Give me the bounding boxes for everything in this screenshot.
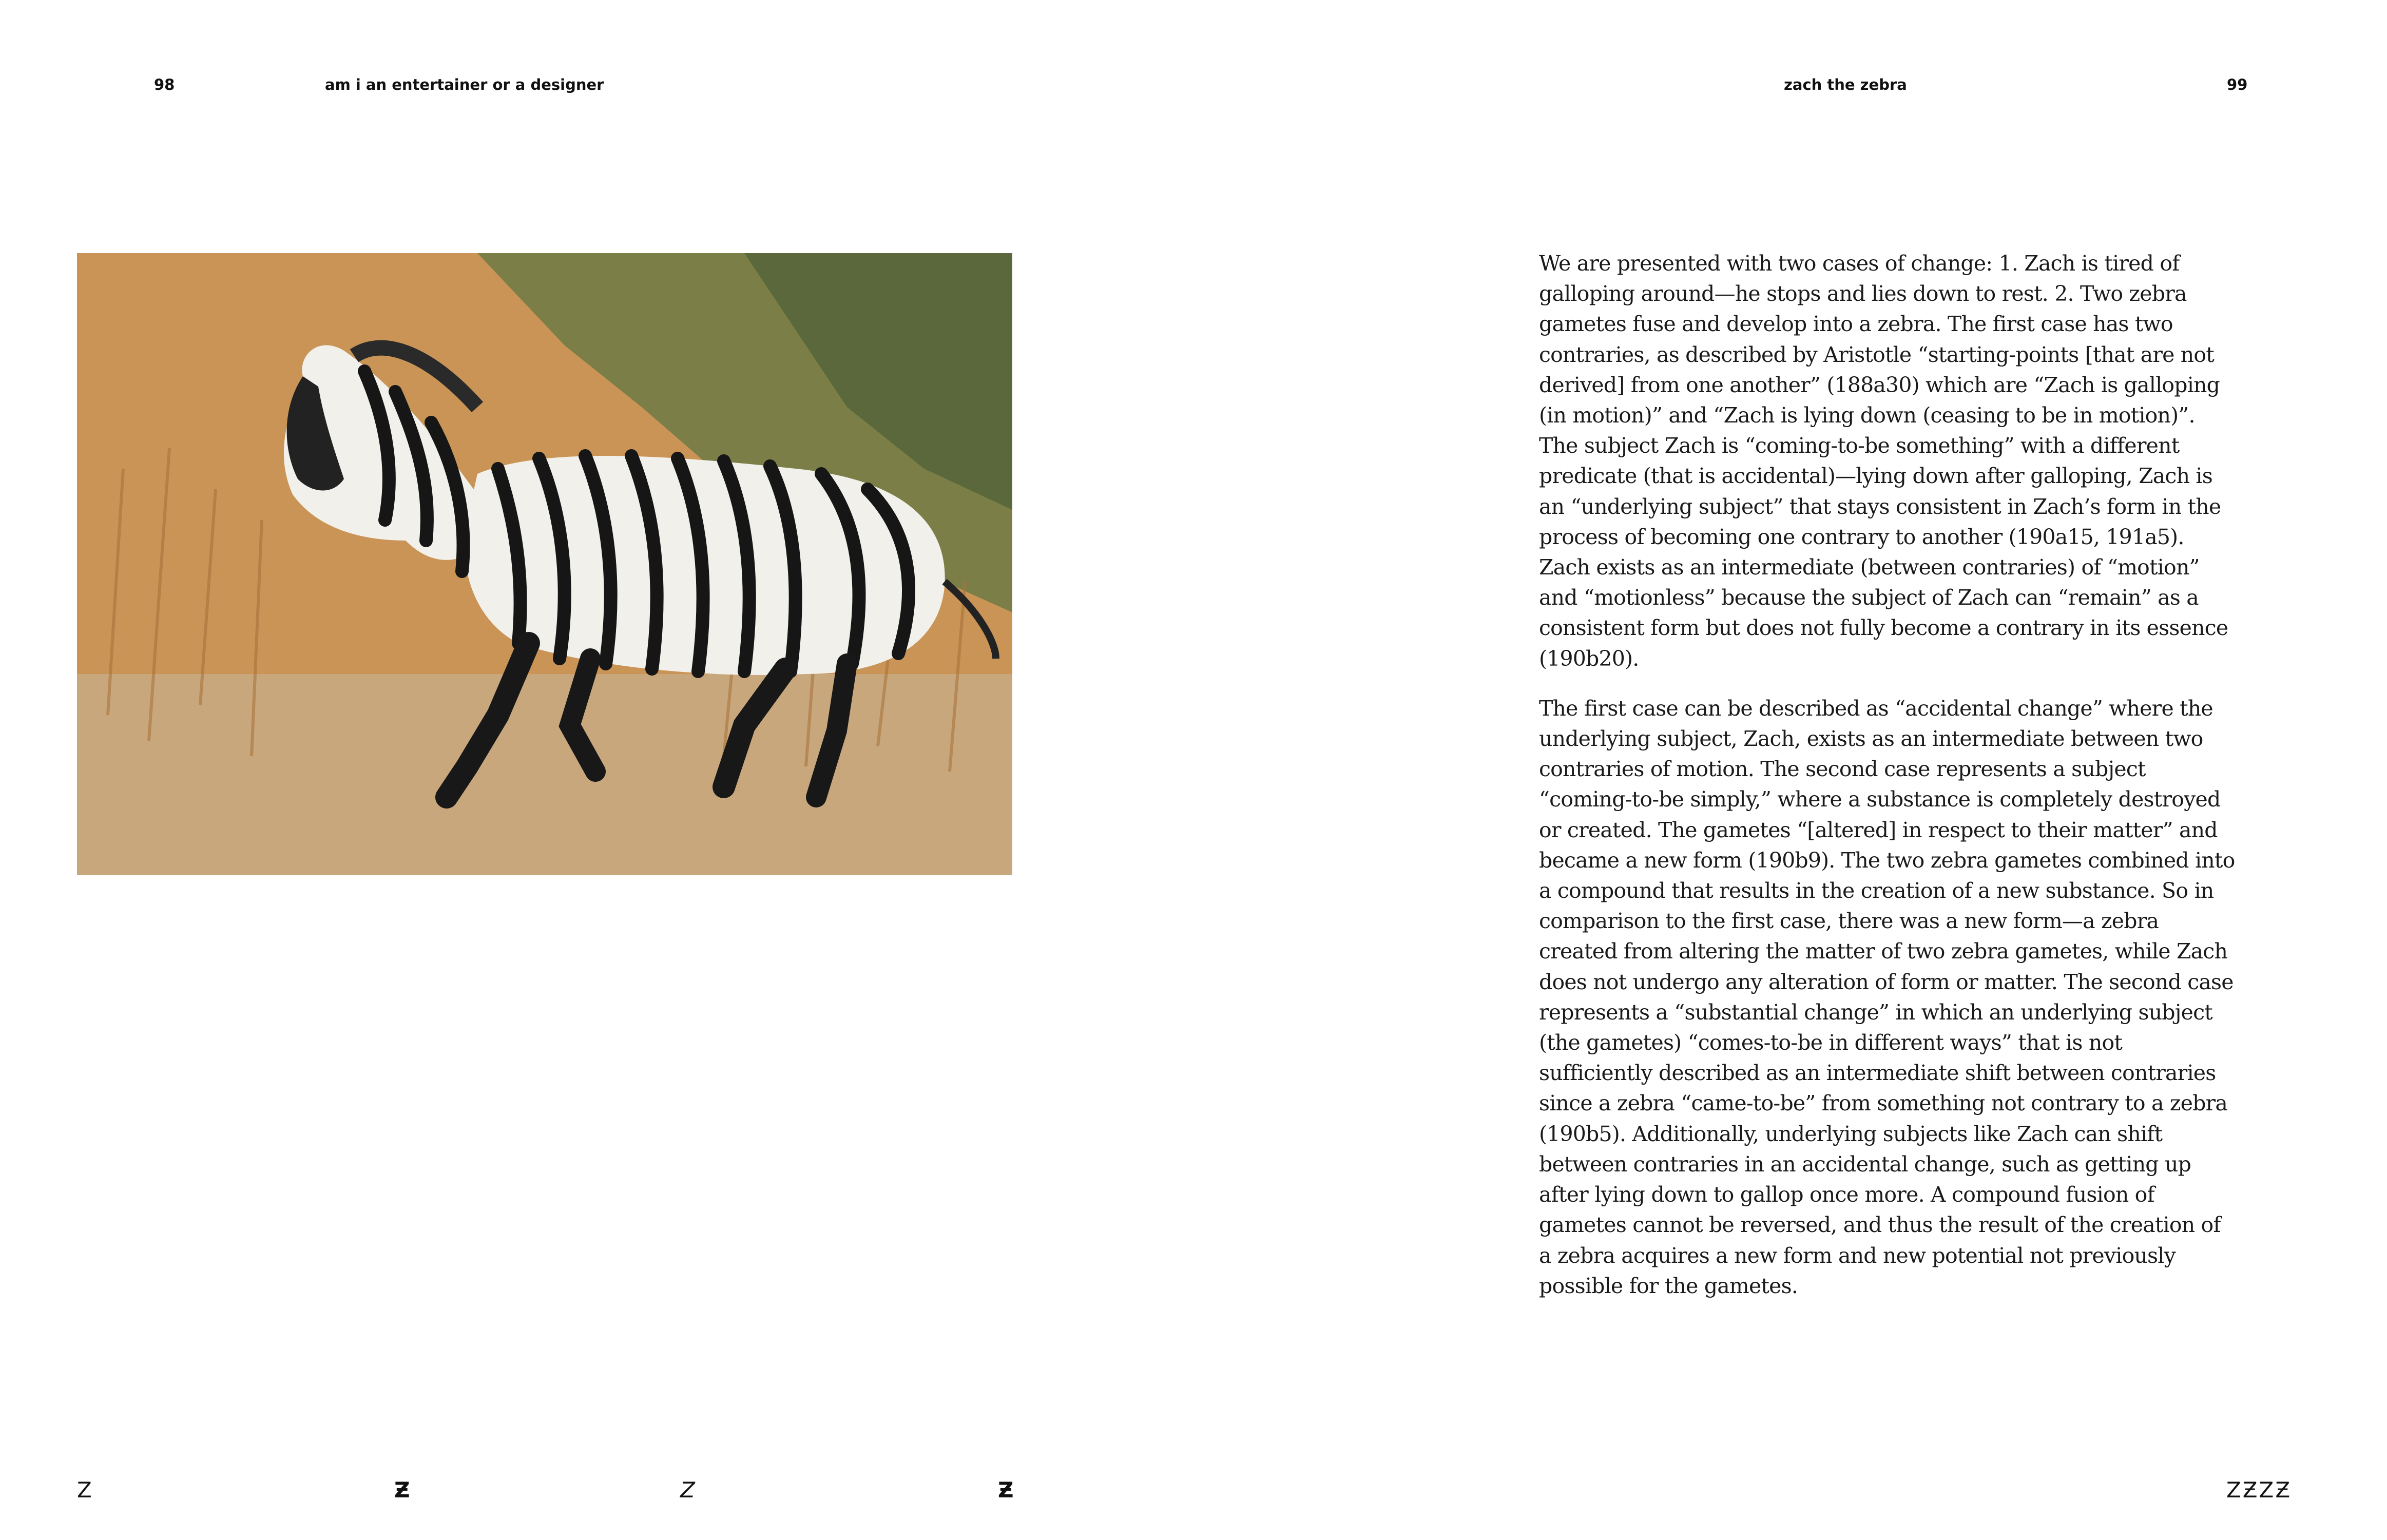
paragraph-2: The first case can be described as “accidental change” where the underlying subject, Zach, exists as an intermediate between two contraries of motion. The second case represents a subject “coming-to-be simply,” where a substance is completely destroyed or created. The gametes “[altered] in respect to their matter” and became a new form (190b9). The two zebra gametes combined into a compound that results in the creation of a new substance. So in comparison to the first case, there was a new form—a zebra created from altering the matter of two zebra gametes, while Zach does not undergo any alteration of form or matter. The second case represents a “substantial change” in which an underlying subject (the gametes) “comes-to-be in different ways” that is not sufficiently described as an intermediate shift between contraries since a zebra “came-to-be” from something not contrary to a zebra (190b5). Additionally, underlying subjects like Zach can shift between contraries in an accidental change, such as getting up after lying down to gallop once more. A compound fusion of gametes cannot be reversed, and thus the result of the creation of a zebra acquires a new form and new potential not previously possible for the gametes. xyxy=(1539,696,2235,1298)
paragraph-1: We are presented with two cases of change: 1. Zach is tired of galloping around—he stops and lies down to rest. 2. Two zebra gametes fuse and develop into a zebra. The first case has two contraries, as described by Aristotle “starting-points [that are not derived] from one another” (188a30) which are “Zach is galloping (in motion)” and “Zach is lying down (ceasing to be in motion)”. The subject Zach is “coming-to-be something” with a different predicate (that is accidental)—lying down after galloping, Zach is an “underlying subject” that stays consistent in Zach’s form in the process of becoming one contrary to another (190a15, 191a5). Zach exists as an intermediate (between contraries) of “motion” and “motionless” because the subject of Zach can “remain” as a consistent form but does not fully become a contrary in its essence (190b20). xyxy=(1539,251,2228,671)
footer-glyph-4: Ƶ xyxy=(998,1477,1014,1503)
page-number-left: 98 xyxy=(154,76,175,93)
zebra-photo xyxy=(77,253,1012,875)
running-title-left: am i an entertainer or a designer xyxy=(325,76,604,93)
zebra-illustration xyxy=(77,253,1012,875)
footer-glyph-3: Z xyxy=(680,1477,695,1503)
footer-glyph-1: Z xyxy=(77,1477,92,1503)
right-page xyxy=(1194,0,2387,1540)
page-number-right: 99 xyxy=(2227,76,2248,93)
footer-glyph-2: Ƶ xyxy=(394,1477,410,1503)
body-text xyxy=(1539,248,2237,1321)
running-title-right: zach the zebra xyxy=(1784,76,1907,93)
footer-glyphs-right: ZƵZƵ xyxy=(2226,1477,2292,1503)
